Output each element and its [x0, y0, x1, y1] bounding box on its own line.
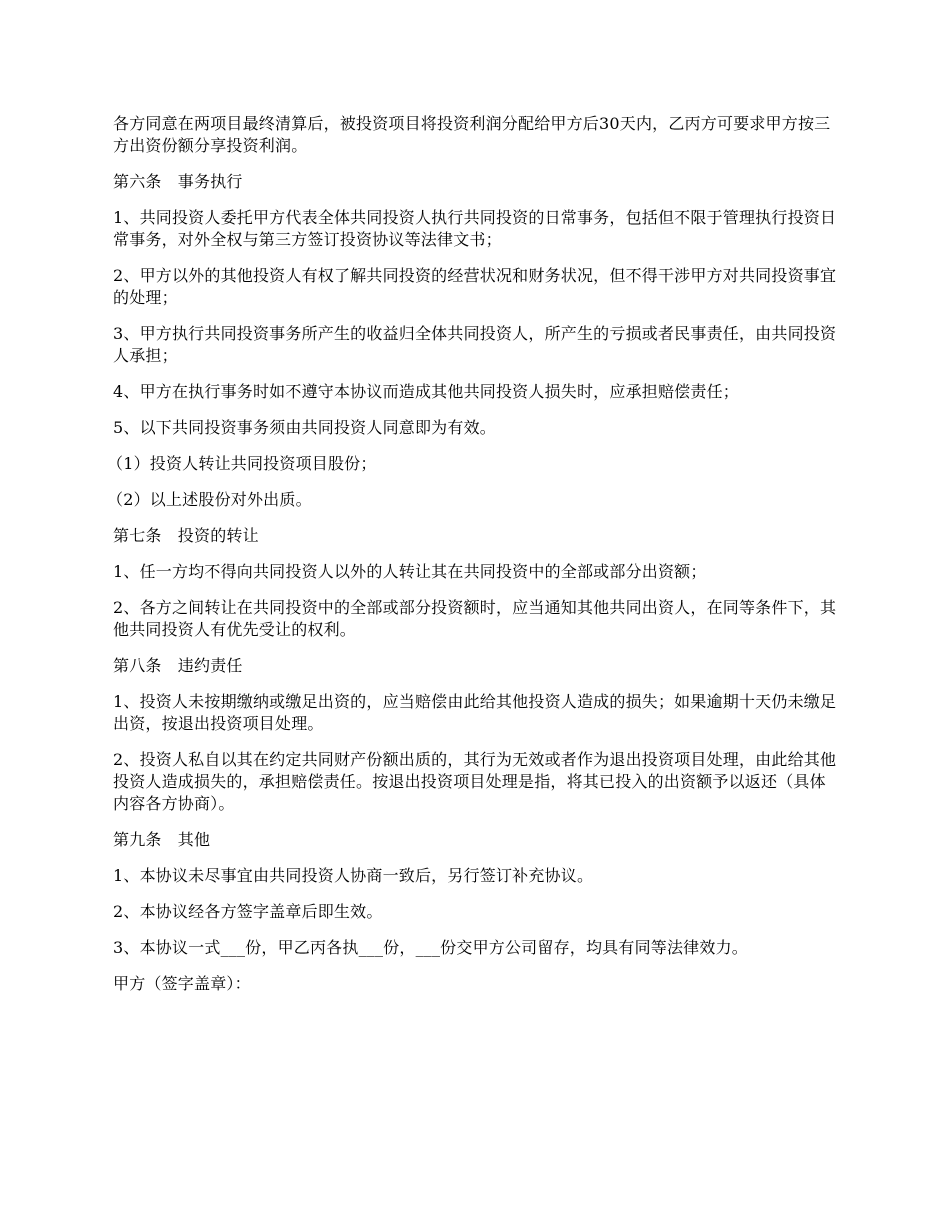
article-6-subitem-2: （2）以上述股份对外出质。 [107, 490, 312, 509]
article-6-heading: 第六条 事务执行 [113, 172, 243, 191]
article-7-item-1: 1、任一方均不得向共同投资人以外的人转让其在共同投资中的全部或部分出资额； [113, 562, 707, 581]
article-6-item-1: 1、共同投资人委托甲方代表全体共同投资人执行共同投资的日常事务，包括但不限于管理执行投资日常事务，对外全权与第三方签订投资协议等法律文书； [113, 208, 837, 249]
article-7-heading: 第七条 投资的转让 [113, 526, 259, 545]
document-body [107, 113, 840, 1009]
article-9-heading: 第九条 其他 [113, 830, 211, 849]
article-8-item-1: 1、投资人未按期缴纳或缴足出资的，应当赔偿由此给其他投资人造成的损失；如果逾期十天仍未缴足出资，按退出投资项目处理。 [113, 692, 837, 733]
signature-line-party-a: 甲方（签字盖章）： [113, 974, 251, 993]
article-8-item-2: 2、投资人私自以其在约定共同财产份额出质的，其行为无效或者作为退出投资项目处理，由此给其他投资人造成损失的，承担赔偿责任。按退出投资项目处理是指，将其已投入的出资额予以返还（具体内容各方协商）。 [113, 750, 837, 813]
article-9-item-2: 2、本协议经各方签字盖章后即生效。 [113, 902, 383, 921]
article-6-item-3: 3、甲方执行共同投资事务所产生的收益归全体共同投资人，所产生的亏损或者民事责任，由共同投资人承担； [113, 324, 837, 365]
article-9-item-3: 3、本协议一式___份，甲乙丙各执___份，___份交甲方公司留存，均具有同等法律效力。 [113, 938, 748, 957]
intro-paragraph: 各方同意在两项目最终清算后，被投资项目将投资利润分配给甲方后30天内，乙丙方可要求甲方按三方出资份额分享投资利润。 [113, 114, 831, 155]
article-9-item-1: 1、本协议未尽事宜由共同投资人协商一致后，另行签订补充协议。 [113, 866, 594, 885]
article-6-subitem-1: （1）投资人转让共同投资项目股份； [107, 454, 377, 473]
article-6-item-2: 2、甲方以外的其他投资人有权了解共同投资的经营状况和财务状况，但不得干涉甲方对共同投资事宜的处理； [113, 266, 837, 307]
article-8-heading: 第八条 违约责任 [113, 656, 243, 675]
article-6-item-5: 5、以下共同投资事务须由共同投资人同意即为有效。 [113, 418, 496, 437]
article-6-item-4: 4、甲方在执行事务时如不遵守本协议而造成其他共同投资人损失时，应承担赔偿责任； [113, 382, 739, 401]
article-7-item-2: 2、各方之间转让在共同投资中的全部或部分投资额时，应当通知其他共同出资人，在同等条件下，其他共同投资人有优先受让的权利。 [113, 598, 837, 639]
